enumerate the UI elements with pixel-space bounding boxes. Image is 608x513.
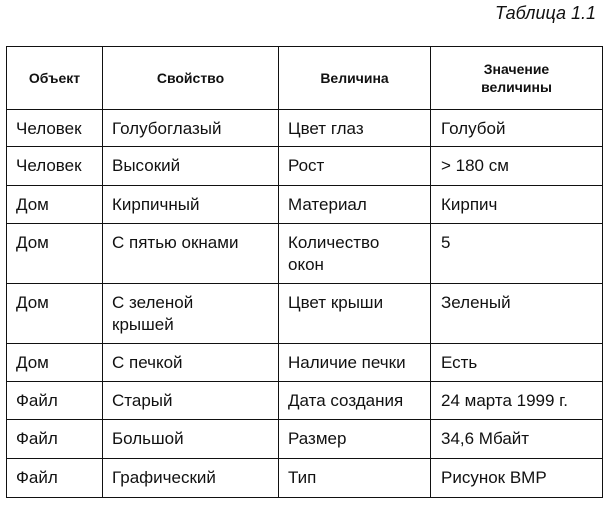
value-cell: > 180 см [431, 147, 603, 186]
quantity-cell: Рост [279, 147, 431, 186]
table-caption: Таблица 1.1 [494, 3, 596, 23]
value-cell: 24 марта 1999 г. [431, 382, 603, 420]
value-cell: Есть [431, 344, 603, 382]
property-cell: Высокий [103, 147, 279, 186]
table-row [7, 224, 603, 284]
quantity-cell: Цвет глаз [279, 110, 431, 147]
table-row [7, 147, 603, 186]
property-cell: С пятью окнами [103, 224, 279, 284]
value-cell: Голубой [431, 110, 603, 147]
quantity-cell: Размер [279, 420, 431, 459]
header-value [431, 47, 603, 110]
header-property [103, 47, 279, 110]
value-cell: Рисунок BMP [431, 459, 603, 498]
quantity-cell: Тип [279, 459, 431, 498]
property-cell: С печкой [103, 344, 279, 382]
table-row [7, 382, 603, 420]
property-cell: Кирпичный [103, 186, 279, 224]
property-cell: Графический [103, 459, 279, 498]
table-row [7, 284, 603, 344]
object-cell: Файл [7, 420, 103, 459]
quantity-cell: Цвет крыши [279, 284, 431, 344]
object-cell: Дом [7, 284, 103, 344]
object-cell: Дом [7, 224, 103, 284]
table-row [7, 344, 603, 382]
header-object [7, 47, 103, 110]
header-quantity-label: Величина [320, 70, 389, 86]
header-quantity [279, 47, 431, 110]
quantity-cell: Количество окон [279, 224, 431, 284]
property-cell: Голубоглазый [103, 110, 279, 147]
value-cell: Кирпич [431, 186, 603, 224]
object-cell: Человек [7, 147, 103, 186]
table-row [7, 110, 603, 147]
quantity-cell: Наличие печки [279, 344, 431, 382]
quantity-cell: Дата создания [279, 382, 431, 420]
object-cell: Дом [7, 344, 103, 382]
quantity-cell: Материал [279, 186, 431, 224]
object-cell: Человек [7, 110, 103, 147]
property-cell: С зеленой крышей [103, 284, 279, 344]
table-row [7, 459, 603, 498]
object-cell: Дом [7, 186, 103, 224]
value-cell: 5 [431, 224, 603, 284]
header-value-label: Значение величины [481, 61, 552, 95]
value-cell: 34,6 Мбайт [431, 420, 603, 459]
table-row [7, 186, 603, 224]
value-cell: Зеленый [431, 284, 603, 344]
property-cell: Старый [103, 382, 279, 420]
table-header-row [7, 47, 603, 110]
properties-table [6, 46, 603, 498]
table-row [7, 420, 603, 459]
header-property-label: Свойство [156, 70, 225, 86]
object-cell: Файл [7, 382, 103, 420]
object-cell: Файл [7, 459, 103, 498]
property-cell: Большой [103, 420, 279, 459]
header-object-label: Объект [28, 70, 81, 86]
